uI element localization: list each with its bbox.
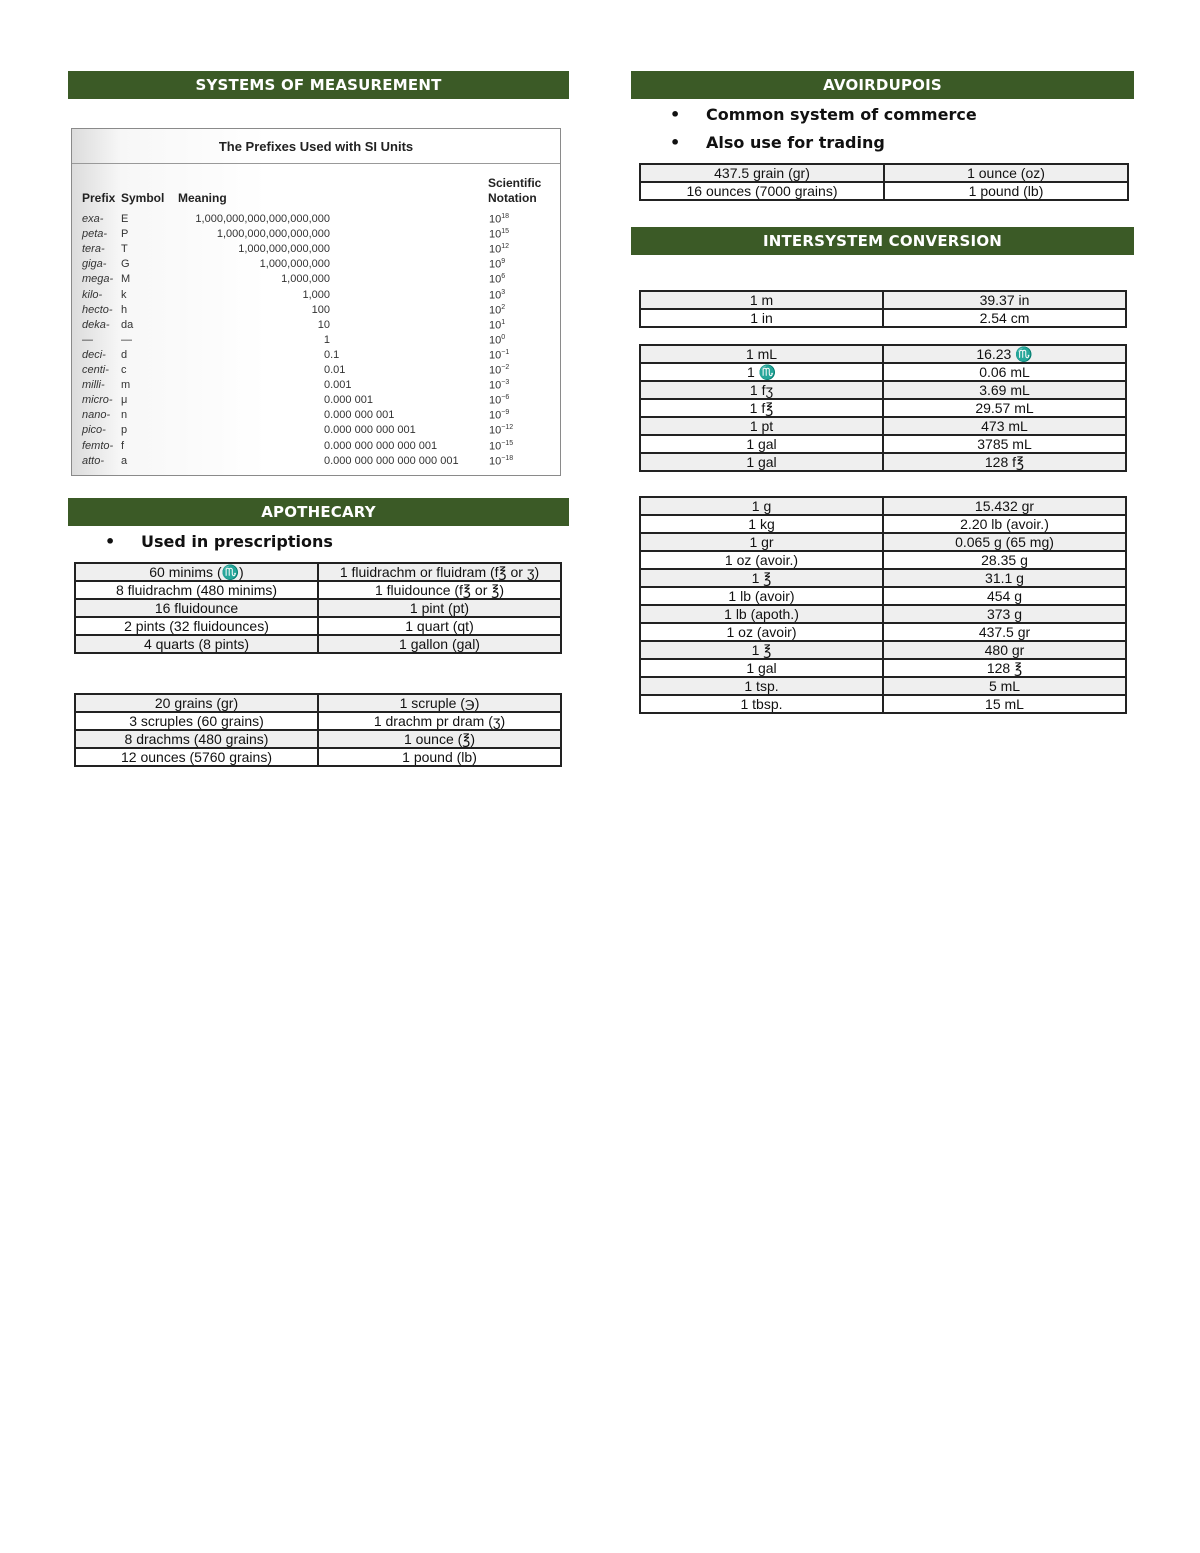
si-sci-base: 10 [489, 364, 502, 377]
table-row [640, 695, 1126, 713]
si-col-meaning: Meaning [178, 191, 227, 205]
table-row [640, 363, 1126, 381]
si-prefix: micro- [82, 394, 113, 407]
si-col-sci-line1: Scientific [488, 176, 542, 190]
cell-from: 1 oz (avoir) [640, 623, 883, 641]
si-sci-base: 10 [489, 394, 502, 407]
si-symbol: E [121, 213, 129, 225]
si-sci-exponent: −12 [501, 424, 514, 432]
cell-from: 1 kg [640, 515, 883, 533]
cell-to: 128 ℥ [883, 659, 1126, 677]
table-row [640, 497, 1126, 515]
cell-from: 1 oz (avoir.) [640, 551, 883, 569]
si-prefix: atto- [82, 454, 105, 467]
si-prefix: tera- [82, 243, 105, 256]
si-sci-base: 10 [489, 455, 502, 468]
cell-from: 1 pt [640, 417, 883, 435]
si-symbol: p [121, 424, 128, 437]
si-sci-base: 10 [489, 409, 502, 422]
table-row [640, 417, 1126, 435]
cell-to: 2.20 lb (avoir.) [883, 515, 1126, 533]
si-sci-base: 10 [489, 274, 502, 287]
cell-to: 1 pint (pt) [318, 599, 561, 617]
table-row [75, 748, 561, 766]
si-scientific-notation [489, 258, 505, 271]
table-row [640, 533, 1126, 551]
si-sci-base: 10 [489, 258, 502, 271]
cell-from: 1 lb (avoir) [640, 587, 883, 605]
apothecary-bullet: • Used in prescriptions [105, 528, 333, 556]
si-sci-base: 10 [489, 304, 502, 317]
cell-to: 373 g [883, 605, 1126, 623]
cell-from: 1 lb (apoth.) [640, 605, 883, 623]
si-meaning: 0.000 000 001 [324, 409, 395, 422]
si-sci-base: 10 [489, 440, 502, 453]
si-row [72, 258, 560, 273]
si-symbol: k [121, 288, 127, 301]
table-row [75, 730, 561, 748]
cell-from: 3 scruples (60 grains) [75, 712, 318, 730]
avoirdupois-bullets [670, 101, 977, 157]
cell-from: 16 fluidounce [75, 599, 318, 617]
cell-to: 128 f℥ [883, 453, 1126, 471]
cell-from: 1 ℥ [640, 641, 883, 659]
table-row [75, 635, 561, 653]
si-row [72, 440, 560, 455]
table-row [640, 569, 1126, 587]
cell-to: 1 quart (qt) [318, 617, 561, 635]
si-sci-exponent: −15 [501, 439, 514, 447]
si-sci-base: 10 [489, 213, 502, 226]
table-row [640, 605, 1126, 623]
si-row [72, 455, 560, 470]
si-sci-exponent: 1 [501, 318, 506, 326]
si-prefix: femto- [82, 439, 114, 452]
si-scientific-notation [489, 394, 509, 407]
si-sci-base: 10 [489, 228, 502, 241]
si-col-symbol: Symbol [121, 191, 165, 205]
si-symbol: G [121, 258, 130, 271]
cell-to: 39.37 in [883, 291, 1126, 309]
si-sci-exponent: 18 [501, 213, 510, 220]
cell-from: 1 tbsp. [640, 695, 883, 713]
si-row [72, 319, 560, 334]
si-row [72, 334, 560, 349]
apothecary-bullets [105, 528, 333, 556]
si-meaning: 1,000 [302, 288, 330, 301]
table-row [640, 164, 1128, 182]
si-sci-base: 10 [489, 425, 502, 438]
cell-from: 8 fluidrachm (480 minims) [75, 581, 318, 599]
cell-to: 437.5 gr [883, 623, 1126, 641]
cell-from: 1 mL [640, 345, 883, 363]
si-meaning: 0.000 000 000 000 001 [324, 439, 438, 452]
si-sci-base: 10 [489, 243, 502, 256]
cell-from: 1 fʒ [640, 381, 883, 399]
si-col-prefix: Prefix [82, 191, 116, 205]
table-row [640, 551, 1126, 569]
si-sci-exponent: 12 [501, 243, 510, 251]
cell-to: 480 gr [883, 641, 1126, 659]
si-symbol: μ [121, 394, 128, 407]
table-row [75, 712, 561, 730]
si-prefix: hecto- [82, 303, 113, 316]
cell-to: 473 mL [883, 417, 1126, 435]
si-symbol: d [121, 348, 128, 361]
cell-to: 1 fluidrachm or fluidram (f℥ or ʒ) [318, 563, 561, 581]
cell-to: 3.69 mL [883, 381, 1126, 399]
intersystem-volume-table [639, 344, 1127, 472]
si-prefix: nano- [82, 409, 111, 422]
cell-to: 0.065 g (65 mg) [883, 533, 1126, 551]
si-sci-exponent: 3 [501, 288, 506, 296]
si-prefix: milli- [82, 379, 105, 392]
cell-to: 31.1 g [883, 569, 1126, 587]
avoirdupois-bullet: • Common system of commerce [670, 101, 977, 129]
si-scientific-notation [489, 304, 505, 317]
si-sci-base: 10 [489, 289, 502, 302]
si-row [72, 364, 560, 379]
si-prefix: mega- [82, 273, 114, 286]
si-sci-exponent: 9 [501, 258, 506, 266]
si-meaning: 0.01 [324, 364, 346, 376]
si-row [72, 409, 560, 424]
cell-to: 28.35 g [883, 551, 1126, 569]
si-meaning: 100 [311, 303, 330, 316]
si-scientific-notation [489, 213, 509, 226]
cell-from: 20 grains (gr) [75, 694, 318, 712]
si-sci-exponent: −6 [501, 394, 510, 402]
cell-to: 1 ounce (℥) [318, 730, 561, 748]
intersystem-length-table [639, 290, 1127, 328]
cell-to: 1 scruple (℈) [318, 694, 561, 712]
si-row [72, 228, 560, 243]
si-sci-base: 10 [489, 349, 502, 362]
si-row [72, 394, 560, 409]
si-table-title: The Prefixes Used with SI Units [218, 139, 414, 154]
cell-to: 1 ounce (oz) [884, 164, 1128, 182]
cell-to: 454 g [883, 587, 1126, 605]
avoirdupois-header: AVOIRDUPOIS [631, 71, 1134, 99]
si-row [72, 379, 560, 394]
si-symbol: n [121, 409, 128, 422]
si-row [72, 289, 560, 304]
cell-to: 3785 mL [883, 435, 1126, 453]
si-scientific-notation [489, 424, 513, 437]
cell-from: 1 f℥ [640, 399, 883, 417]
cell-from: 437.5 grain (gr) [640, 164, 884, 182]
si-scientific-notation [489, 455, 513, 468]
si-meaning: 0.000 000 000 000 000 001 [324, 454, 459, 467]
si-sci-base: 10 [489, 379, 502, 392]
si-sci-exponent: 6 [501, 273, 506, 281]
si-prefix: deci- [82, 348, 106, 361]
intersystem-weight-table [639, 496, 1127, 714]
si-prefix: pico- [82, 424, 106, 437]
cell-to: 29.57 mL [883, 399, 1126, 417]
si-prefix: kilo- [82, 288, 103, 301]
table-row [640, 453, 1126, 471]
table-row [640, 345, 1126, 363]
si-sci-exponent: −3 [501, 379, 510, 387]
cell-from: 1 tsp. [640, 677, 883, 695]
si-scientific-notation [489, 273, 505, 286]
si-meaning: 1,000,000,000,000,000,000 [195, 213, 330, 225]
si-col-sci-line2: Notation [488, 191, 537, 205]
cell-from: 1 m [640, 291, 883, 309]
avoirdupois-table [639, 163, 1129, 201]
si-scientific-notation [489, 440, 513, 453]
systems-of-measurement-header: SYSTEMS OF MEASUREMENT [68, 71, 569, 99]
si-scientific-notation [489, 319, 505, 332]
cell-from: 16 ounces (7000 grains) [640, 182, 884, 200]
si-row [72, 424, 560, 439]
table-row [75, 694, 561, 712]
cell-to: 1 pound (lb) [884, 182, 1128, 200]
si-meaning: 0.000 001 [324, 394, 373, 407]
si-scientific-notation [489, 289, 505, 302]
si-prefix: peta- [82, 228, 108, 241]
si-symbol: a [121, 454, 128, 467]
si-row [72, 273, 560, 288]
intersystem-conversion-header: INTERSYSTEM CONVERSION [631, 227, 1134, 255]
si-sci-base: 10 [489, 334, 502, 347]
si-sci-exponent: −2 [501, 364, 510, 371]
si-row [72, 243, 560, 258]
si-sci-exponent: −18 [501, 454, 514, 462]
table-row [640, 182, 1128, 200]
cell-to: 1 gallon (gal) [318, 635, 561, 653]
cell-to: 15 mL [883, 695, 1126, 713]
cell-to: 16.23 ♏ [883, 345, 1126, 363]
cell-from: 1 gal [640, 435, 883, 453]
table-row [640, 677, 1126, 695]
cell-to: 1 fluidounce (f℥ or ℥) [318, 581, 561, 599]
si-sci-exponent: −1 [501, 348, 510, 356]
cell-to: 1 drachm pr dram (ʒ) [318, 712, 561, 730]
cell-from: 1 ♏ [640, 363, 883, 381]
si-scientific-notation [489, 379, 509, 392]
table-row [640, 587, 1126, 605]
si-sci-exponent: 2 [501, 303, 506, 311]
si-meaning: 1,000,000,000,000,000 [216, 228, 330, 241]
si-prefix: deka- [82, 318, 110, 331]
table-row [75, 617, 561, 635]
table-row [640, 291, 1126, 309]
cell-from: 1 ℥ [640, 569, 883, 587]
si-symbol: — [121, 333, 132, 346]
cell-from: 2 pints (32 fluidounces) [75, 617, 318, 635]
cell-to: 15.432 gr [883, 497, 1126, 515]
cell-from: 1 in [640, 309, 883, 327]
si-scientific-notation [489, 228, 509, 241]
si-scientific-notation [489, 409, 509, 422]
cell-from: 60 minims (♏) [75, 563, 318, 581]
cell-to: 1 pound (lb) [318, 748, 561, 766]
si-meaning: 1,000,000,000,000 [238, 243, 330, 256]
si-row [72, 304, 560, 319]
table-row [640, 659, 1126, 677]
cell-from: 4 quarts (8 pints) [75, 635, 318, 653]
si-meaning: 0.000 000 000 001 [324, 424, 416, 437]
table-row [640, 623, 1126, 641]
si-symbol: T [121, 243, 128, 256]
cell-from: 8 drachms (480 grains) [75, 730, 318, 748]
table-row [75, 563, 561, 581]
cell-to: 5 mL [883, 677, 1126, 695]
si-row [72, 213, 560, 228]
si-prefix: centi- [82, 364, 109, 376]
si-row [72, 349, 560, 364]
si-scientific-notation [489, 349, 509, 362]
cell-to: 2.54 cm [883, 309, 1126, 327]
cell-from: 1 gal [640, 659, 883, 677]
table-row [75, 599, 561, 617]
si-sci-exponent: 0 [501, 333, 506, 341]
table-row [640, 381, 1126, 399]
si-symbol: M [121, 273, 131, 286]
si-scientific-notation [489, 334, 505, 347]
si-symbol: h [121, 303, 128, 316]
si-symbol: m [121, 379, 131, 392]
si-meaning: 10 [317, 318, 330, 331]
si-sci-exponent: −9 [501, 409, 510, 417]
table-row [640, 309, 1126, 327]
si-meaning: 0.001 [324, 379, 352, 392]
table-row [640, 435, 1126, 453]
cell-to: 0.06 mL [883, 363, 1126, 381]
si-meaning: 1 [323, 333, 330, 346]
si-prefixes-table-image [71, 128, 561, 476]
si-table-rule [72, 163, 560, 164]
si-symbol: c [121, 364, 127, 376]
cell-from: 1 g [640, 497, 883, 515]
si-meaning: 0.1 [324, 348, 340, 361]
apothecary-header: APOTHECARY [68, 498, 569, 526]
si-meaning: 1,000,000 [281, 273, 330, 286]
si-sci-base: 10 [489, 319, 502, 332]
si-symbol: f [121, 439, 125, 452]
cell-from: 1 gr [640, 533, 883, 551]
si-symbol: da [121, 318, 134, 331]
si-meaning: 1,000,000,000 [259, 258, 330, 271]
table-row [640, 515, 1126, 533]
apothecary-liquid-table [74, 562, 562, 654]
si-scientific-notation [489, 364, 509, 377]
si-sci-exponent: 15 [501, 228, 510, 236]
si-prefix: — [82, 333, 93, 346]
si-scientific-notation [489, 243, 509, 256]
cell-from: 1 gal [640, 453, 883, 471]
si-symbol: P [121, 228, 129, 241]
apothecary-weight-table [74, 693, 562, 767]
table-row [75, 581, 561, 599]
table-row [640, 641, 1126, 659]
avoirdupois-bullet: • Also use for trading [670, 129, 977, 157]
table-row [640, 399, 1126, 417]
si-prefix: giga- [82, 258, 107, 271]
si-prefix: exa- [82, 213, 104, 225]
cell-from: 12 ounces (5760 grains) [75, 748, 318, 766]
